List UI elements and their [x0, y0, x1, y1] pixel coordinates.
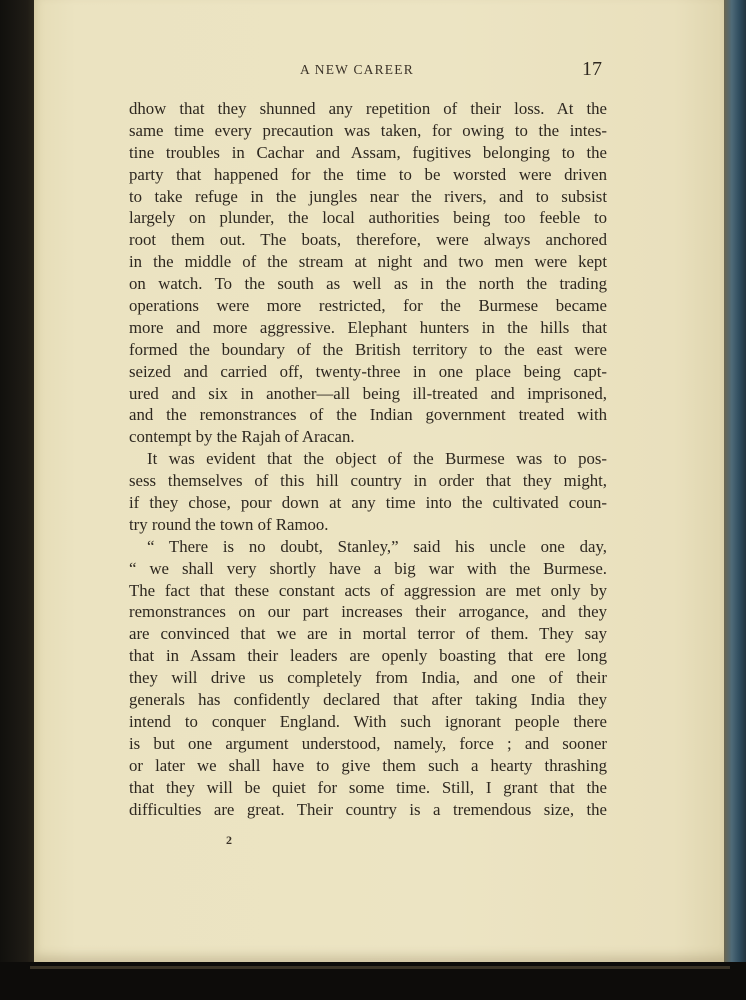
text-line: It was evident that the object of the Burmese was to pos-	[147, 449, 607, 469]
text-line: root them out. The boats, therefore, were always anchored	[129, 230, 607, 250]
text-line: The fact that these constant acts of aggression are met only by	[129, 580, 607, 600]
binding-gutter	[0, 0, 34, 1000]
page-number: 17	[582, 58, 602, 80]
text-line: are convinced that we are in mortal terror of them. They say	[129, 624, 607, 644]
body-text	[129, 98, 607, 820]
text-line: operations were more restricted, for the Burmese became	[129, 296, 607, 316]
text-line: or later we shall have to give them such a hearty thrashing	[129, 755, 607, 775]
text-line: party that happened for the time to be worsted were driven	[129, 164, 607, 184]
text-line: try round the town of Ramoo.	[129, 514, 329, 534]
text-line: intend to conquer England. With such ignorant people there	[129, 711, 607, 731]
text-line: difficulties are great. Their country is a tremendous size, the	[129, 799, 607, 819]
text-line: on watch. To the south as well as in the north the trading	[129, 274, 607, 294]
book-cover-edge	[724, 0, 746, 975]
signature-mark: 2	[226, 833, 232, 847]
text-line: seized and carried off, twenty-three in one place being capt-	[129, 361, 607, 381]
text-line: “ we shall very shortly have a big war with the Burmese.	[129, 558, 607, 578]
page-edge-line	[30, 966, 730, 969]
text-line: formed the boundary of the British territory to the east were	[129, 339, 607, 359]
text-line: contempt by the Rajah of Aracan.	[129, 427, 355, 447]
text-line: in the middle of the stream at night and two men were kept	[129, 252, 607, 272]
text-line: they will drive us completely from India, and one of their	[129, 668, 607, 688]
text-line: tine troubles in Cachar and Assam, fugitives belonging to the	[129, 142, 607, 162]
text-line: dhow that they shunned any repetition of their loss. At the	[129, 99, 607, 118]
running-title: A NEW CAREER	[300, 62, 414, 77]
text-line: ured and six in another—all being ill-treated and imprisoned,	[129, 383, 607, 403]
text-line: to take refuge in the jungles near the rivers, and to subsist	[129, 186, 607, 206]
text-line: same time every precaution was taken, for owing to the intes-	[129, 120, 607, 140]
text-line: that they will be quiet for some time. Still, I grant that the	[129, 777, 607, 797]
text-line: generals has confidently declared that after taking India they	[129, 690, 607, 710]
text-line: that in Assam their leaders are openly boasting that ere long	[129, 646, 607, 666]
text-line: “ There is no doubt, Stanley,” said his uncle one day,	[147, 536, 607, 556]
text-line: and the remonstrances of the Indian government treated with	[129, 405, 607, 425]
text-line: largely on plunder, the local authorities being too feeble to	[129, 208, 607, 228]
text-line: if they chose, pour down at any time into the cultivated coun-	[129, 493, 607, 513]
text-line: sess themselves of this hill country in order that they might,	[129, 471, 607, 491]
text-line: remonstrances on our part increases their arrogance, and they	[129, 602, 607, 622]
text-line: more and more aggressive. Elephant hunters in the hills that	[129, 317, 607, 337]
text-line: is but one argument understood, namely, force ; and sooner	[129, 733, 607, 753]
